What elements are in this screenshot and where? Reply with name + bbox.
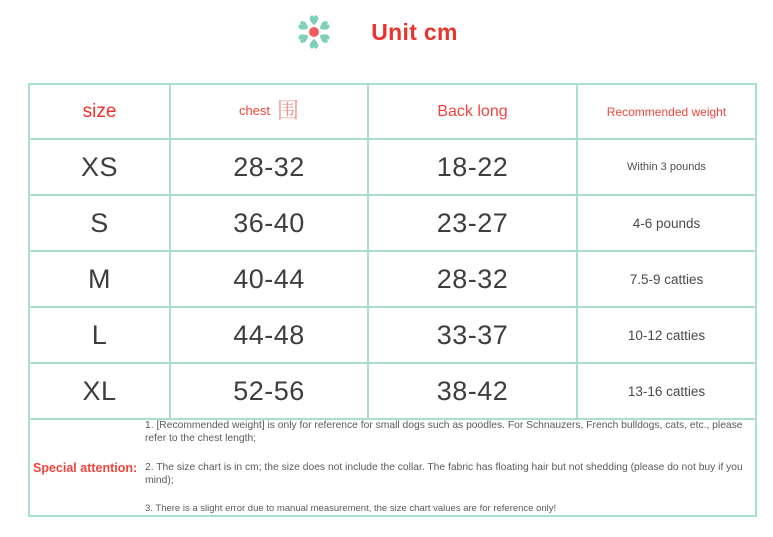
- column-header-recommended-weight: [577, 84, 756, 139]
- weight-cell: 10-12 catties: [577, 307, 756, 363]
- table-row: [29, 307, 756, 363]
- notes-row: [29, 419, 756, 516]
- column-header-size-label: size: [82, 100, 117, 122]
- back-long-cell: 28-32: [368, 251, 577, 307]
- page-header: [0, 8, 761, 56]
- back-long-cell: 38-42: [368, 363, 577, 419]
- notes-wrap: [30, 420, 755, 515]
- chest-cell: 28-32: [170, 139, 368, 195]
- table-row: [29, 139, 756, 195]
- weight-cell: Within 3 pounds: [577, 139, 756, 195]
- size-cell: M: [29, 251, 170, 307]
- back-long-cell: 18-22: [368, 139, 577, 195]
- column-header-chest: [170, 84, 368, 139]
- back-long-cell: 33-37: [368, 307, 577, 363]
- column-header-chest-label: chest: [238, 102, 271, 118]
- note-item-2: 2. The size chart is in cm; the size does not include the collar. The fabric has floating hair but not shedding (please do not buy if you mind);: [145, 461, 743, 486]
- chest-cell: 52-56: [170, 363, 368, 419]
- table-row: [29, 195, 756, 251]
- notes-cell: [29, 419, 756, 516]
- note-item-1: 1. [Recommended weight] is only for reference for small dogs such as poodles. For Schnauzers, French bulldogs, cats, etc., please refer to the chest length;: [145, 420, 743, 444]
- chest-cell: 36-40: [170, 195, 368, 251]
- size-chart-page: [0, 8, 773, 537]
- size-chart-table: [28, 83, 757, 517]
- size-cell: XL: [29, 363, 170, 419]
- chest-girth-stamp-icon: 围: [277, 98, 300, 124]
- size-cell: L: [29, 307, 170, 363]
- flower-icon: [291, 9, 337, 55]
- size-cell: S: [29, 195, 170, 251]
- page-title: Unit cm: [371, 18, 458, 45]
- chest-cell: 40-44: [170, 251, 368, 307]
- column-header-back-long-label: Back long: [437, 102, 508, 120]
- column-header-back-long: [368, 84, 577, 139]
- header-row: [29, 84, 756, 139]
- weight-cell: 13-16 catties: [577, 363, 756, 419]
- chest-cell: 44-48: [170, 307, 368, 363]
- size-cell: XS: [29, 139, 170, 195]
- weight-cell: 7.5-9 catties: [577, 251, 756, 307]
- column-header-size: [29, 84, 170, 139]
- weight-cell: 4-6 pounds: [577, 195, 756, 251]
- back-long-cell: 23-27: [368, 195, 577, 251]
- note-item-3: 3. There is a slight error due to manual measurement, the size chart values are for reference only!: [145, 503, 557, 515]
- table-row: [29, 363, 756, 419]
- table-row: [29, 251, 756, 307]
- notes-list: [145, 420, 747, 515]
- special-attention-label: Special attention:: [33, 460, 138, 475]
- column-header-recommended-weight-label: Recommended weight: [606, 104, 727, 119]
